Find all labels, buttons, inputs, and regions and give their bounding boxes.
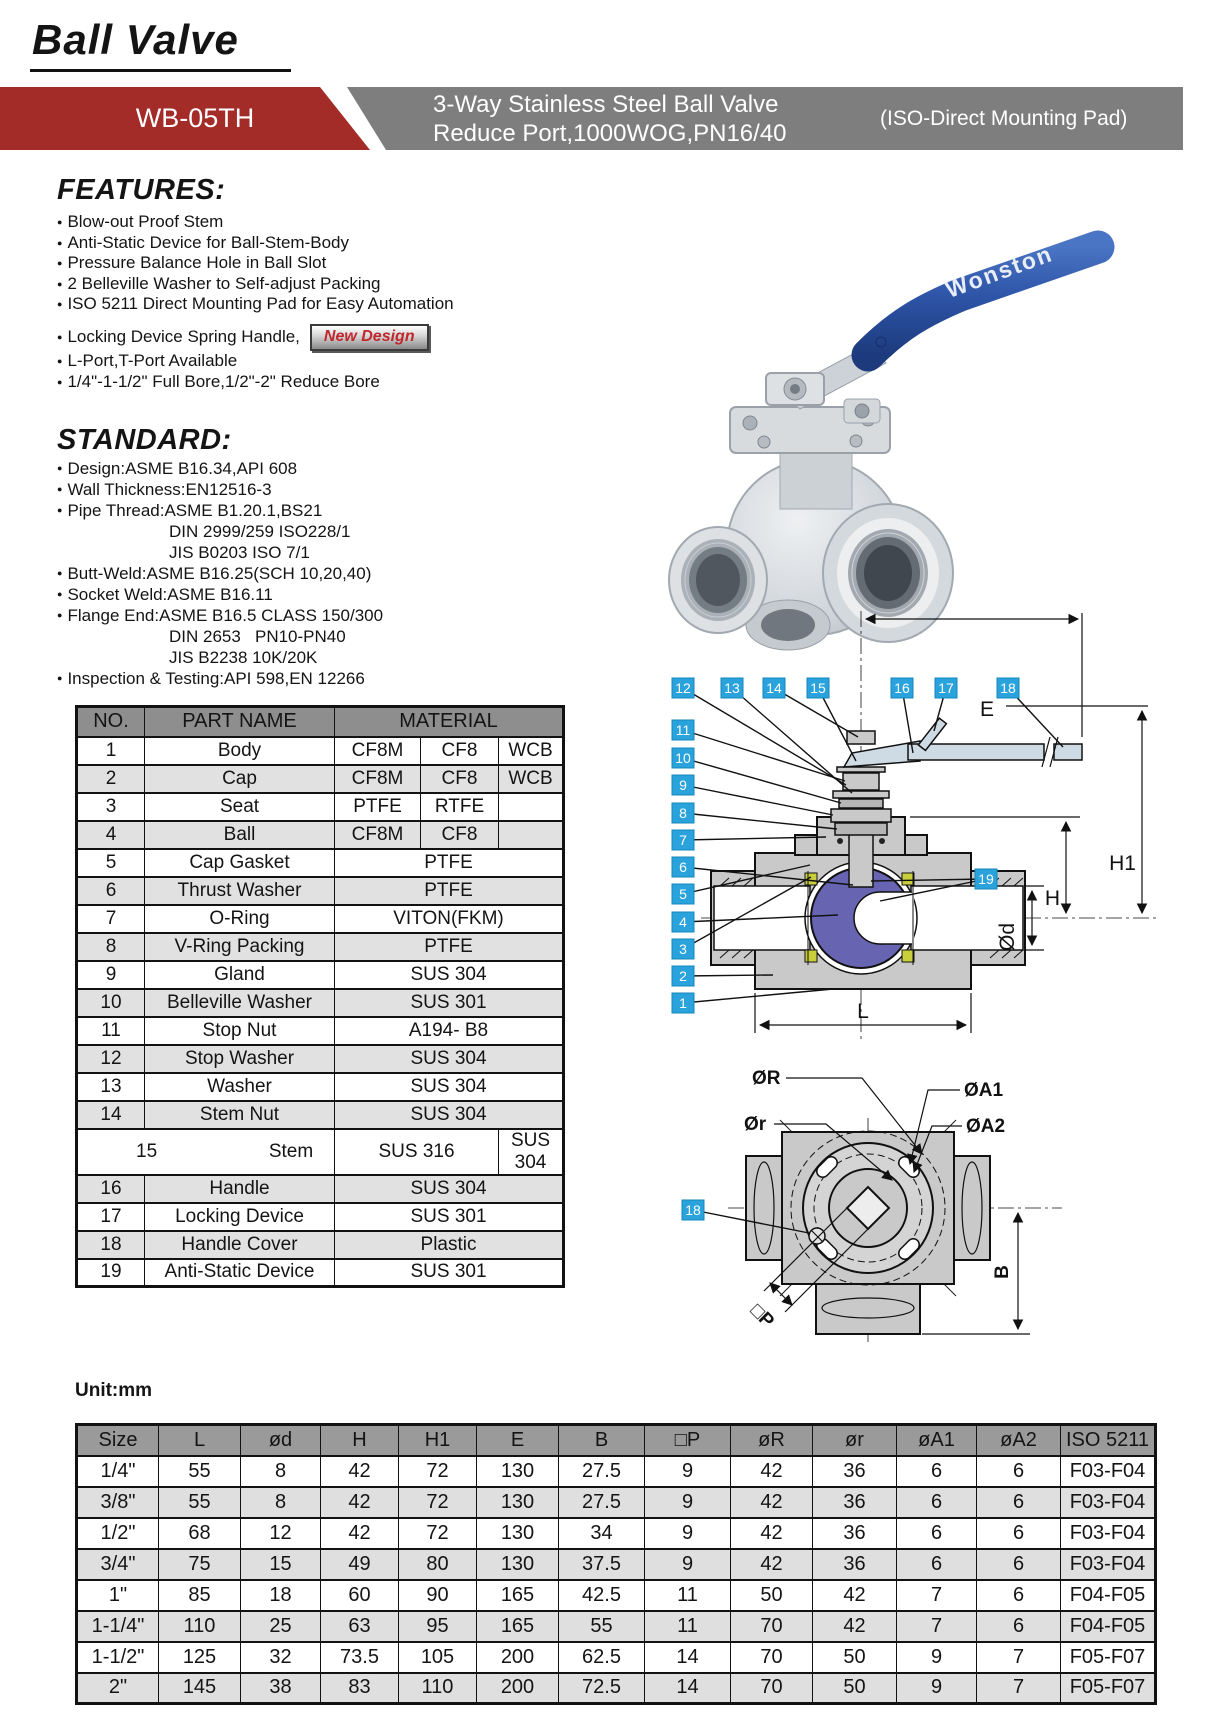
dim-header-cell: H1 [399,1425,477,1456]
svg-text:14: 14 [766,680,782,696]
standard-item [57,605,597,626]
stem-nut-photo [766,373,824,405]
standard-item [57,542,597,563]
dim-label-h1: H1 [1109,852,1136,875]
standard-item [57,500,597,521]
dim-header-cell: H [321,1425,399,1456]
dim-header-cell: øA2 [977,1425,1061,1456]
standard-text: ● Flange End:ASME B16.5 CLASS 150/300 [67,606,384,625]
feature-item [57,351,597,372]
standard-item [57,668,597,689]
svg-text:17: 17 [938,680,954,696]
feature-text: ● 1/4"-1-1/2" Full Bore,1/2"-2" Reduce Bore [67,371,380,391]
parts-row: 13 Washer SUS 304 [77,1073,564,1101]
svg-text:4: 4 [679,914,687,930]
dim-table-header-row [77,1425,1156,1456]
dim-label-od: Ød [996,922,1019,952]
standard-text: ● Pipe Thread:ASME B1.20.1,BS21 [67,501,323,520]
label-b: B [992,1265,1013,1279]
feature-item [57,233,597,254]
features-heading: FEATURES: [57,174,226,206]
parts-row: 9 Gland SUS 304 [77,961,564,989]
dim-table-body [77,1456,1156,1704]
standard-item [57,647,597,668]
parts-header-name: PART NAME [145,707,335,737]
product-title-line1: 3-Way Stainless Steel Ball Valve [433,91,779,118]
svg-text:11: 11 [675,722,691,738]
parts-row: 12 Stop Washer SUS 304 [77,1045,564,1073]
parts-row: 10 Belleville Washer SUS 301 [77,989,564,1017]
standard-item [57,479,597,500]
callout-11 [672,720,845,781]
model-number: WB-05TH [135,103,255,133]
standard-text: ● Design:ASME B16.34,API 608 [67,459,298,478]
parts-row: 3 Seat PTFE RTFE [77,793,564,821]
standard-text: DIN 2653 PN10-PN40 [169,627,346,646]
features-list [57,212,597,392]
parts-header-no: NO. [77,707,145,737]
dimensions-table [75,1423,1157,1705]
standard-item [57,563,597,584]
dim-row: 3/8" 55 8 42 72 130 27.5 9 42 36 6 6 F03-F04 [77,1487,1156,1518]
dim-row: 1-1/2" 125 32 73.5 105 200 62.5 14 70 50 9 7 F05-F07 [77,1642,1156,1673]
parts-row: 17 Locking Device SUS 301 [77,1203,564,1231]
svg-text:8: 8 [679,805,687,821]
lock-nut-photo [844,399,880,423]
brand-label: Wonston [942,240,1057,303]
label-oA2: ØA2 [966,1116,1006,1137]
svg-text:6: 6 [679,859,687,875]
dim-label-e: E [979,698,995,721]
dim-label-l: L [857,1000,869,1023]
parts-row: 15 Stem SUS 316 SUS 304 [77,1129,564,1175]
parts-row: 8 V-Ring Packing PTFE [77,933,564,961]
parts-row: 7 O-Ring VITON(FKM) [77,905,564,933]
standard-item [57,458,597,479]
callout-18 [997,678,1063,747]
standard-item [57,626,597,647]
dim-row: 1" 85 18 60 90 165 42.5 11 50 42 7 6 F04-F05 [77,1580,1156,1611]
standard-text: ● Socket Weld:ASME B16.11 [67,585,273,604]
dim-header-cell: Size [77,1425,159,1456]
svg-text:7: 7 [679,832,687,848]
feature-item [57,294,597,315]
label-oA1: ØA1 [964,1080,1004,1101]
standard-text: ● Inspection & Testing:API 598,EN 12266 [67,669,365,688]
callout-8 [672,803,837,829]
svg-text:9: 9 [679,777,687,793]
label-oR: ØR [752,1068,781,1089]
label-p: □P [745,1300,778,1333]
callout-15 [807,678,856,761]
feature-item [57,324,597,352]
parts-row: 11 Stop Nut A194- B8 [77,1017,564,1045]
label-or: Ør [744,1114,767,1135]
svg-text:2: 2 [679,968,687,984]
svg-text:5: 5 [679,886,687,902]
header-banner [0,87,1183,150]
feature-text: ● Locking Device Spring Handle, [67,327,300,346]
standard-item [57,584,597,605]
dim-row: 1-1/4" 110 25 63 95 165 55 11 70 42 7 6 F04-F05 [77,1611,1156,1642]
feature-text: ● Anti-Static Device for Ball-Stem-Body [67,232,349,252]
unit-label: Unit:mm [75,1380,153,1401]
standard-text: ● Wall Thickness:EN12516-3 [67,480,272,499]
dim-row: 1/4" 55 8 42 72 130 27.5 9 42 36 6 6 F03-F04 [77,1456,1156,1487]
parts-header-material: MATERIAL [335,707,564,737]
parts-row: 18 Handle Cover Plastic [77,1231,564,1259]
svg-text:3: 3 [679,941,687,957]
parts-table-body [77,737,564,1287]
new-design-badge: New Design [310,324,429,352]
dim-header-cell: B [559,1425,645,1456]
callout-1 [672,989,833,1013]
page-title: Ball Valve [30,16,291,72]
parts-row: 5 Cap Gasket PTFE [77,849,564,877]
feature-item [57,274,597,295]
dim-header-cell: □P [645,1425,731,1456]
dim-header-cell: ISO 5211 [1061,1425,1156,1456]
feature-text: ● L-Port,T-Port Available [67,351,238,370]
dim-header-cell: øA1 [897,1425,977,1456]
feature-item [57,212,597,233]
parts-row: 1 Body CF8M CF8 WCB [77,737,564,765]
parts-row: 2 Cap CF8M CF8 WCB [77,765,564,793]
callout-10 [672,748,841,803]
dim-header-cell: ød [241,1425,321,1456]
dim-row: 2" 145 38 83 110 200 72.5 14 70 50 9 7 F05-F07 [77,1673,1156,1704]
parts-row: 16 Handle SUS 304 [77,1175,564,1203]
product-title-line2: Reduce Port,1000WOG,PN16/40 [433,120,787,147]
standard-text: DIN 2999/259 ISO228/1 [169,522,351,541]
standard-text: JIS B0203 ISO 7/1 [169,543,310,562]
parts-row: 4 Ball CF8M CF8 [77,821,564,849]
valve-bottom-view [728,1068,1062,1342]
feature-text: ● 2 Belleville Washer to Self-adjust Packing [67,273,381,293]
svg-text:12: 12 [675,680,691,696]
parts-header-row [77,707,564,737]
parts-row: 6 Thrust Washer PTFE [77,877,564,905]
callout-16 [891,678,913,753]
feature-text: ● Blow-out Proof Stem [67,212,224,231]
svg-text:18: 18 [1000,680,1016,696]
parts-row: 19 Anti-Static Device SUS 301 [77,1259,564,1287]
svg-text:10: 10 [675,750,691,766]
feature-item [57,372,597,393]
dim-header-cell: E [477,1425,559,1456]
standard-item [57,521,597,542]
dim-row: 3/4" 75 15 49 80 130 37.5 9 42 36 6 6 F03-F04 [77,1549,1156,1580]
dim-row: 1/2" 68 12 42 72 130 34 9 42 36 6 6 F03-F04 [77,1518,1156,1549]
feature-text: ● ISO 5211 Direct Mounting Pad for Easy Automation [67,294,454,313]
handle-drawing [844,718,1082,767]
feature-text: ● Pressure Balance Hole in Ball Slot [67,253,327,272]
standard-text: JIS B2238 10K/20K [169,648,318,667]
svg-text:1: 1 [679,995,687,1011]
mounting-pad-note: (ISO-Direct Mounting Pad) [880,107,1128,130]
callout-9 [672,775,833,815]
cross-section-drawing [608,585,1203,1050]
parts-table [75,705,565,1288]
standard-heading: STANDARD: [57,424,232,456]
parts-row: 14 Stem Nut SUS 304 [77,1101,564,1129]
svg-text:19: 19 [978,871,994,887]
standard-text: ● Butt-Weld:ASME B16.25(SCH 10,20,40) [67,564,372,583]
blue-handle [868,240,1098,355]
dim-label-h: H [1044,887,1060,910]
bottom-view-drawing [610,1040,1090,1345]
svg-text:13: 13 [724,680,740,696]
feature-item [57,253,597,274]
dim-header-cell: ør [813,1425,897,1456]
dim-header-cell: L [159,1425,241,1456]
standard-list [57,458,597,689]
svg-text:16: 16 [894,680,910,696]
svg-text:15: 15 [810,680,826,696]
dim-header-cell: øR [731,1425,813,1456]
svg-text:18: 18 [685,1202,701,1218]
